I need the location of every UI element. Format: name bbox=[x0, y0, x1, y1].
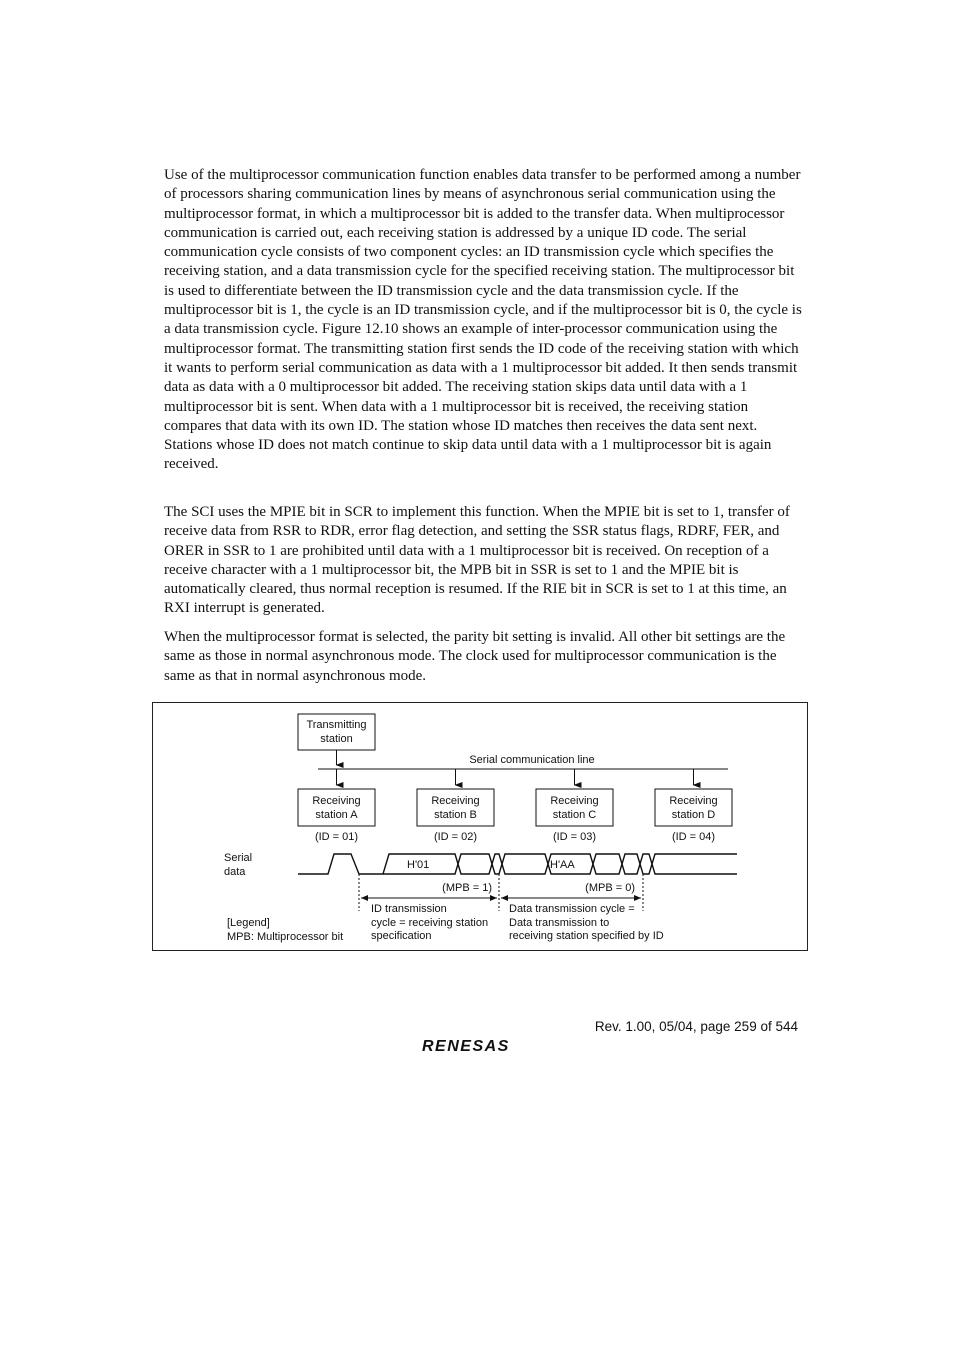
station-c-label-1: Receiving bbox=[550, 795, 599, 807]
legend-mpb: MPB: Multiprocessor bit bbox=[227, 931, 344, 943]
frame-1-value: H'01 bbox=[407, 859, 430, 871]
station-d-label-1: Receiving bbox=[669, 795, 718, 807]
data-cycle-desc-1: Data transmission cycle = bbox=[509, 903, 635, 915]
serial-line-label: Serial communication line bbox=[469, 754, 595, 766]
multiprocessor-communication-figure bbox=[152, 702, 808, 951]
mpb-0-label: (MPB = 0) bbox=[585, 882, 635, 894]
paragraph-multiprocessor-intro: Use of the multiprocessor communication function enables data transfer to be performed among a number of processors sharing communication lines by means of asynchronous serial communication using the multiprocessor format, in which a multiprocessor bit is added to the transfer data. When multiprocessor communication is carried out, each receiving station is addressed by a unique ID code. The serial communication cycle consists of two component cycles: an ID transmission cycle which specifies the receiving station, and a data transmission cycle for the specified receiving station. The multiprocessor bit is used to differentiate between the ID transmission cycle and the data transmission cycle. If the multiprocessor bit is 1, the cycle is an ID transmission cycle, and if the multiprocessor bit is 0, the cycle is a data transmission cycle. Figure 12.10 shows an example of inter-processor communication using the multiprocessor format. The transmitting station first sends the ID code of the receiving station with which it wants to perform serial communication as data with a 1 multiprocessor bit added. It then sends transmit data as data with a 0 multiprocessor bit added. The receiving station skips data until data with a 1 multiprocessor bit is sent. When data with a 1 multiprocessor bit is received, the receiving station compares that data with its own ID. The station whose ID matches then receives the data sent next. Stations whose ID does not match continue to skip data until data with a 1 multiprocessor bit is again received. bbox=[164, 167, 802, 473]
transmitting-station-label-2: station bbox=[320, 733, 353, 745]
id-cycle-desc-2: cycle = receiving station bbox=[371, 917, 489, 929]
serial-data-label-1: Serial bbox=[224, 852, 253, 864]
serial-data-waveform bbox=[298, 854, 737, 874]
station-d-id: (ID = 04) bbox=[671, 831, 716, 843]
data-cycle-arrowhead-left bbox=[501, 895, 508, 901]
station-d-label-2: station D bbox=[671, 809, 716, 821]
id-cycle-arrowhead-left bbox=[361, 895, 368, 901]
id-cycle-desc-3: specification bbox=[371, 930, 432, 942]
station-c-id: (ID = 03) bbox=[552, 831, 597, 843]
paragraph-parity-setting: When the multiprocessor format is selected, the parity bit setting is invalid. All other bit settings are the same as those in normal asynchronous mode. The clock used for multiprocessor communication is the same as that in normal asynchronous mode. bbox=[164, 629, 786, 684]
data-cycle-desc-2: Data transmission to bbox=[509, 917, 610, 929]
station-a-id: (ID = 01) bbox=[314, 831, 359, 843]
data-cycle-desc-3: receiving station specified by ID bbox=[509, 930, 664, 942]
transmitting-station-label-1: Transmitting bbox=[306, 719, 367, 731]
station-b-label-2: station B bbox=[434, 809, 477, 821]
legend-title: [Legend] bbox=[227, 917, 270, 929]
id-cycle-arrowhead-right bbox=[490, 895, 497, 901]
paragraph-mpie-bit: The SCI uses the MPIE bit in SCR to implement this function. When the MPIE bit is set to 1, transfer of receive data from RSR to RDR, error flag detection, and setting the SSR status flags, RDRF, FER, and ORER in SSR to 1 are prohibited until data with a 1 multiprocessor bit is received. On reception of a receive character with a 1 multiprocessor bit, the MPB bit in SSR is set to 1 and the MPIE bit is automatically cleared, thus normal reception is resumed. If the RIE bit in SCR is set to 1 at this time, an RXI interrupt is generated. bbox=[164, 504, 790, 617]
page-revision-footer: Rev. 1.00, 05/04, page 259 of 544 bbox=[594, 1019, 798, 1034]
station-c-label-2: station C bbox=[552, 809, 597, 821]
id-cycle-desc-1: ID transmission bbox=[371, 903, 447, 915]
station-a-label-2: station A bbox=[315, 809, 358, 821]
data-cycle-arrowhead-right bbox=[634, 895, 641, 901]
mpb-1-label: (MPB = 1) bbox=[442, 882, 492, 894]
station-a-label-1: Receiving bbox=[312, 795, 361, 807]
station-b-label-1: Receiving bbox=[431, 795, 480, 807]
figure-diagram bbox=[153, 703, 809, 952]
serial-data-label-2: data bbox=[224, 866, 246, 878]
frame-2-value: H'AA bbox=[550, 859, 575, 871]
station-b-id: (ID = 02) bbox=[433, 831, 478, 843]
renesas-logo bbox=[420, 1034, 542, 1056]
renesas-logo-text: RENESAS bbox=[422, 1038, 510, 1055]
